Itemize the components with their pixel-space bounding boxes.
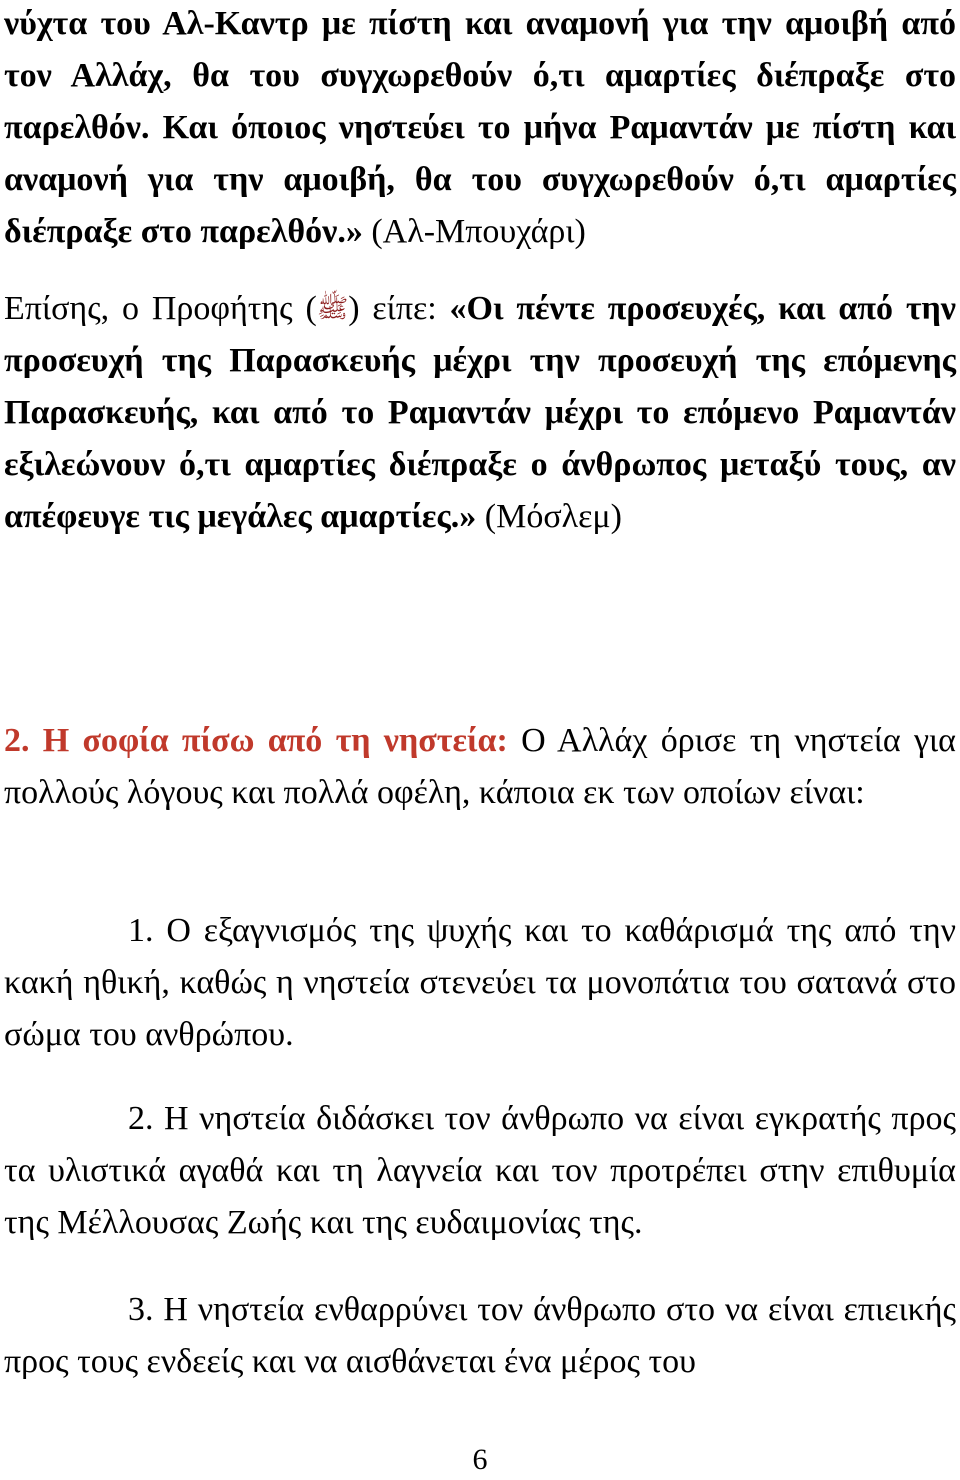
hadith-source-1: (Αλ-Μπουχάρι) xyxy=(362,213,586,250)
hadith-intro: Επίσης, ο Προφήτης ( xyxy=(4,290,317,327)
list-item xyxy=(4,1284,956,1388)
hadith-paragraph-2 xyxy=(4,283,956,543)
hadith-paragraph-1 xyxy=(4,0,956,258)
section-2-heading: 2. Η σοφία πίσω από τη νηστεία: xyxy=(4,722,508,759)
point-3-text: 3. Η νηστεία ενθαρρύνει τον άνθρωπο στο να είναι επιεικής προς τους ενδεείς και να αισθάνεται ένα μέρος του xyxy=(4,1291,956,1380)
section-2-text: Ο Αλλάχ όρισε τη νηστεία για πολλούς λόγους και πολλά οφέλη, κάποια εκ των οποίων είναι: xyxy=(4,722,956,811)
list-item xyxy=(4,905,956,1061)
document-page xyxy=(4,0,956,1476)
hadith-intro-after: ) είπε: xyxy=(348,290,450,327)
hadith-source-2: (Μόσλεμ) xyxy=(476,498,622,535)
hadith-quote-2: «Οι πέντε προσευχές, και από την προσευχή της Παρασκευής μέχρι την προσευχή της επόμενης Παρασκευής, και από το Ραμαντάν μέχρι το επόμενο Ραμαντάν εξιλεώνουν ό,τι αμαρτίες διέπραξε ο άνθρωπος μεταξύ τους, αν απέφευγε τις μεγάλες αμαρτίες.» xyxy=(4,290,956,535)
list-item xyxy=(4,1093,956,1249)
section-2-paragraph xyxy=(4,715,956,819)
prophet-seal-icon: ﷺ xyxy=(316,294,349,323)
page-number: 6 xyxy=(472,1443,488,1476)
hadith-quote-1: νύχτα του Αλ-Καντρ με πίστη και αναμονή για την αμοιβή από τον Αλλάχ, θα του συγχωρεθούν ό,τι αμαρτίες διέπραξε στο παρελθόν. Και όποιος νηστεύει το μήνα Ραμαντάν με πίστη και αναμονή για την αμοιβή, θα του συγχωρεθούν ό,τι αμαρτίες διέπραξε στο παρελθόν.» xyxy=(4,5,956,250)
point-1-text: 1. Ο εξαγνισμός της ψυχής και το καθάρισμά της από την κακή ηθική, καθώς η νηστεία στενεύει τα μονοπάτια του σατανά στο σώμα του ανθρώπου. xyxy=(4,912,956,1053)
point-2-text: 2. Η νηστεία διδάσκει τον άνθρωπο να είναι εγκρατής προς τα υλιστικά αγαθά και τη λαγνεία και τον προτρέπει στην επιθυμία της Μέλλουσας Ζωής και της ευδαιμονίας της. xyxy=(4,1100,956,1241)
